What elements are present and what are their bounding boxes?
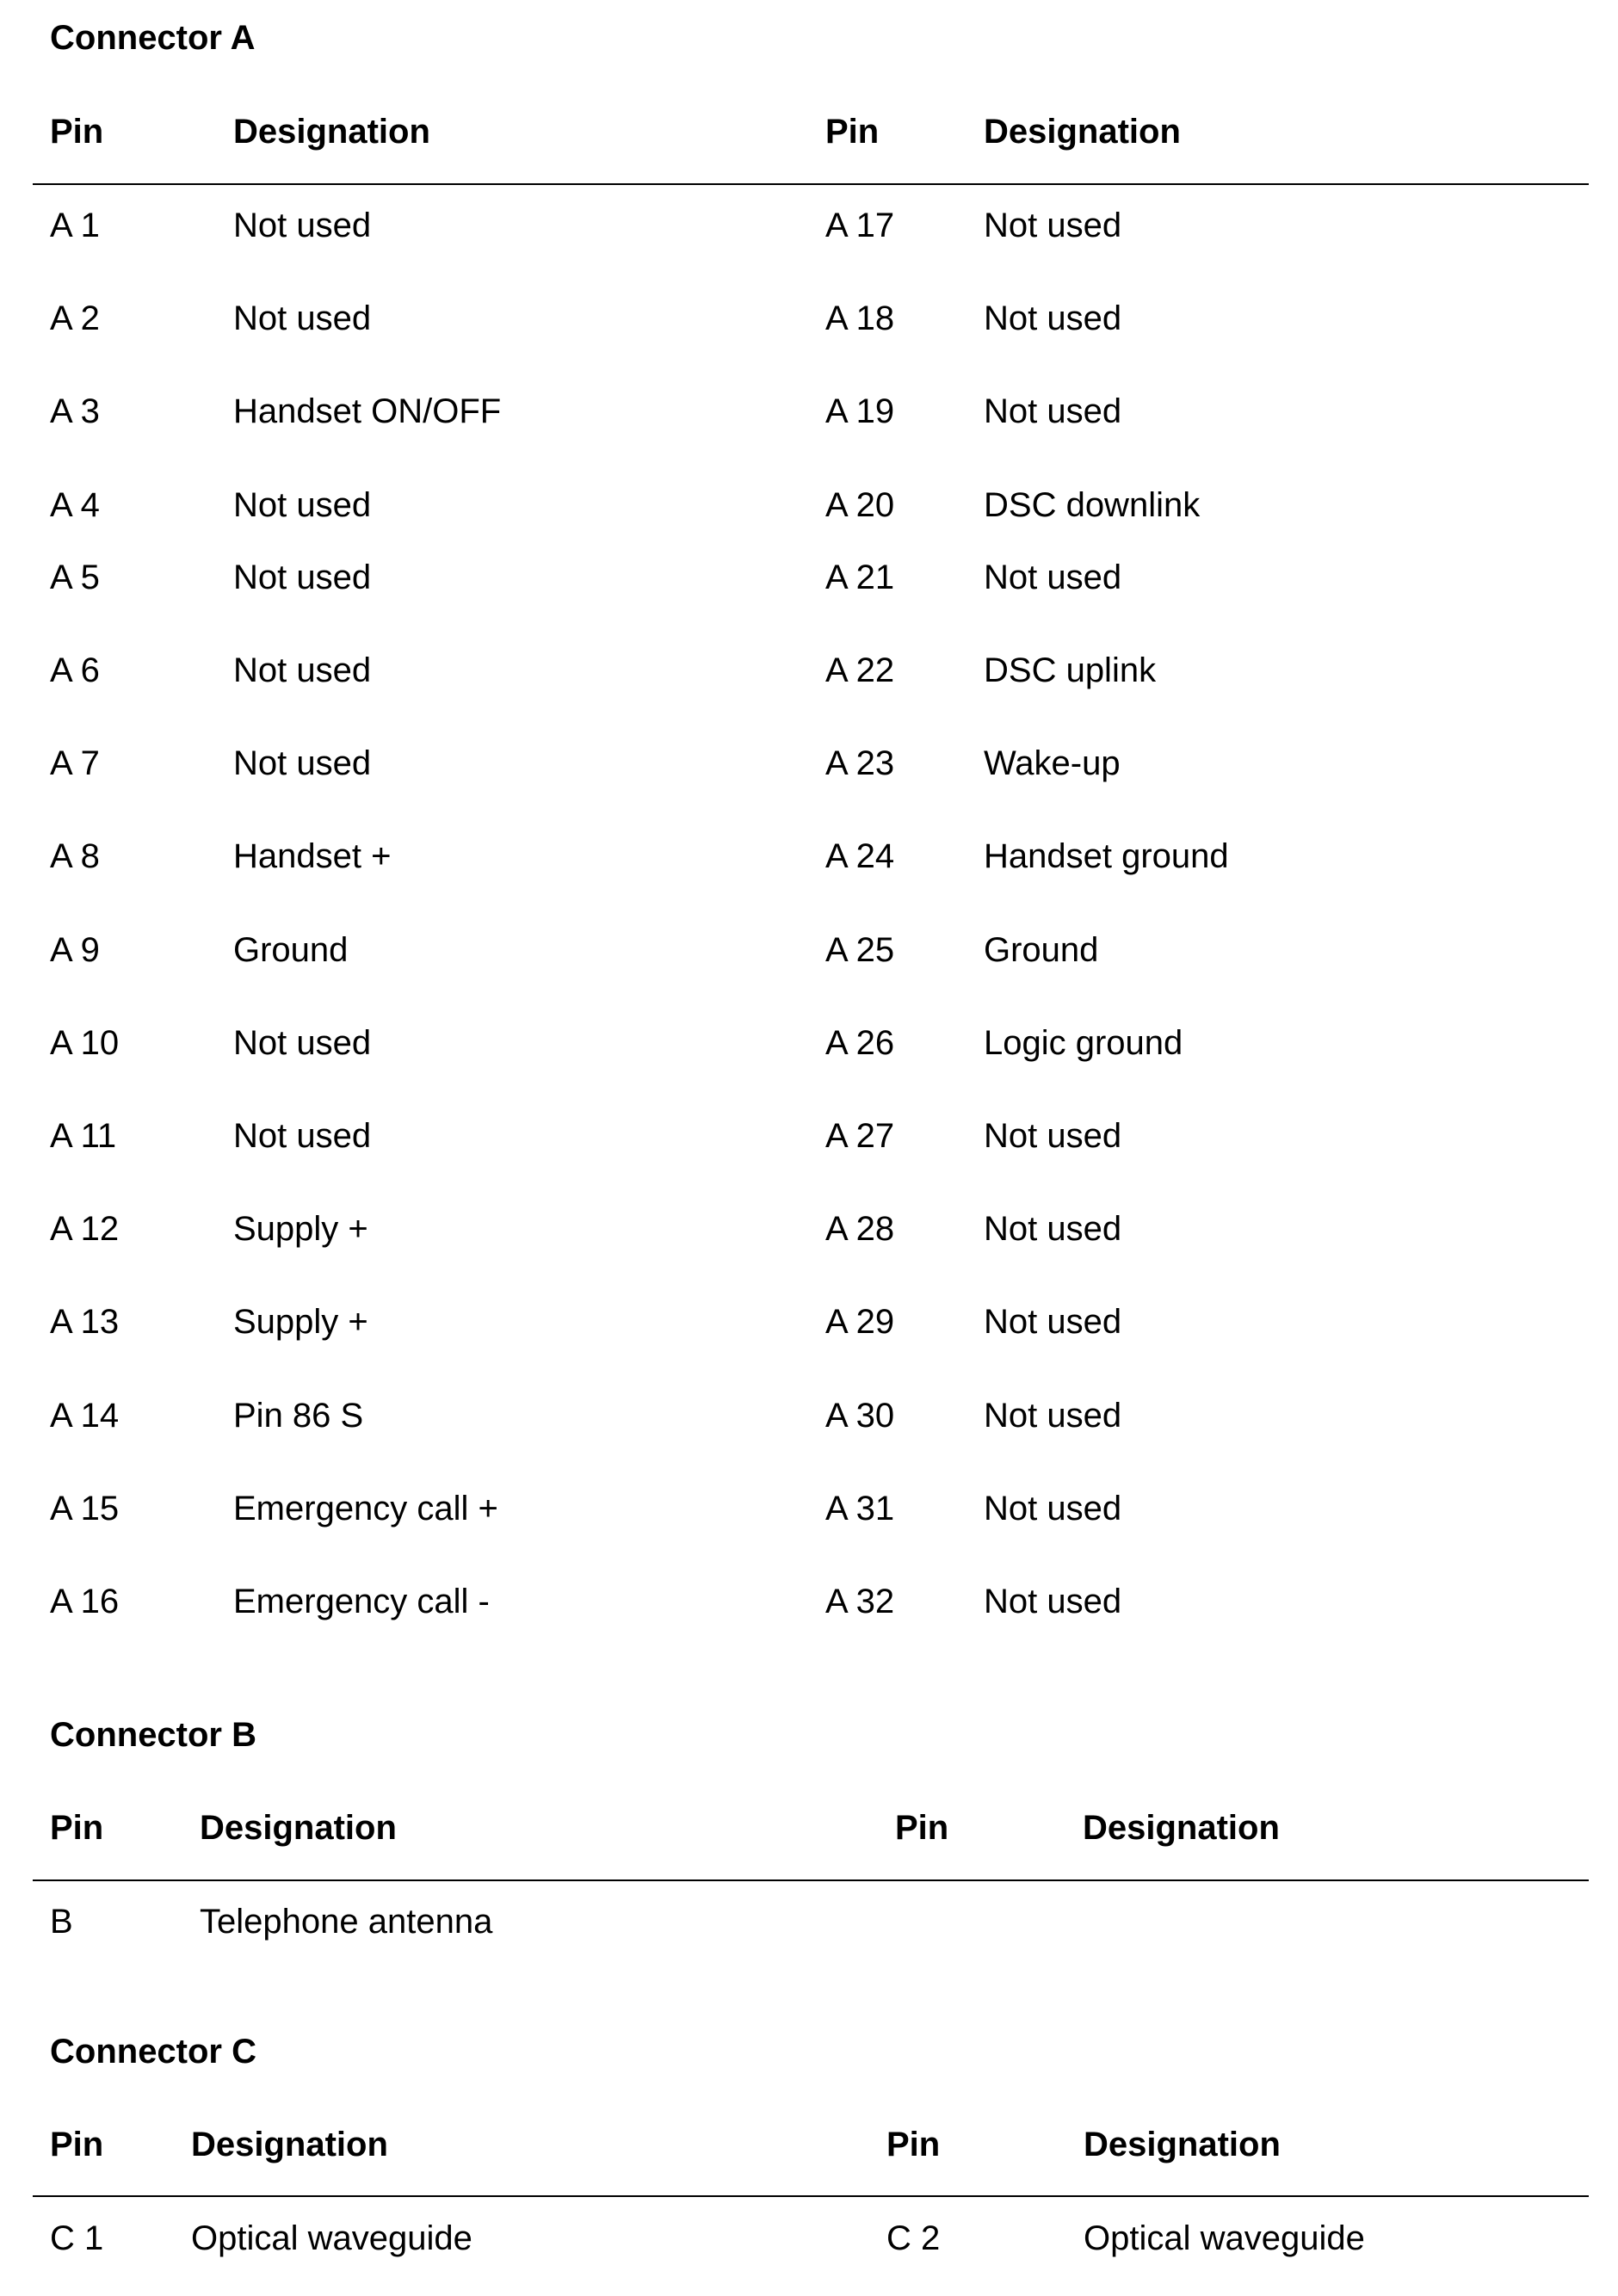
pin-cell-right: A 25 <box>825 931 895 969</box>
pin-cell-right: A 31 <box>825 1490 895 1528</box>
pin-cell-left: A 2 <box>50 299 100 337</box>
designation-cell-left: Emergency call - <box>233 1583 490 1620</box>
pin-cell-right: A 30 <box>825 1397 895 1435</box>
pin-cell-right: A 19 <box>825 392 895 430</box>
designation-cell-left: Supply + <box>233 1210 368 1248</box>
header-divider <box>33 1879 1589 1881</box>
pin-header-right: Pin <box>895 1809 949 1847</box>
pin-cell-right: A 18 <box>825 299 895 337</box>
pin-cell-right: A 27 <box>825 1117 895 1155</box>
pin-header-left: Pin <box>50 1809 104 1847</box>
pin-cell-left: A 8 <box>50 837 100 875</box>
pin-cell-left: A 16 <box>50 1583 120 1620</box>
designation-cell-left: Not used <box>233 207 372 244</box>
designation-cell-left: Not used <box>233 744 372 782</box>
designation-cell-left: Supply + <box>233 1303 368 1341</box>
designation-cell-right: Not used <box>984 1210 1122 1248</box>
pin-cell-left: A 9 <box>50 931 100 969</box>
designation-cell-left: Not used <box>233 1117 372 1155</box>
designation-cell-right: Not used <box>984 299 1122 337</box>
designation-cell-right: Wake-up <box>984 744 1121 782</box>
designation-cell-left: Ground <box>233 931 349 969</box>
pin-cell-left: C 1 <box>50 2219 104 2257</box>
designation-cell-right: Logic ground <box>984 1024 1183 1062</box>
pin-cell-left: A 3 <box>50 392 100 430</box>
designation-cell-right: Not used <box>984 1117 1122 1155</box>
pin-cell-left: A 12 <box>50 1210 120 1248</box>
pin-cell-left: A 15 <box>50 1490 120 1528</box>
designation-header-right: Designation <box>1083 1809 1280 1847</box>
pin-cell-left: A 13 <box>50 1303 120 1341</box>
connector-a-title: Connector A <box>50 19 256 57</box>
designation-cell-right: Handset ground <box>984 837 1229 875</box>
pin-header-left: Pin <box>50 2126 104 2163</box>
designation-cell-right: Not used <box>984 1490 1122 1528</box>
pin-cell-left: A 1 <box>50 207 100 244</box>
designation-cell-left: Handset + <box>233 837 392 875</box>
pin-cell-right: A 29 <box>825 1303 895 1341</box>
pin-cell-right: A 24 <box>825 837 895 875</box>
pin-cell-left: A 11 <box>50 1117 117 1155</box>
pin-cell-left: A 7 <box>50 744 100 782</box>
pin-cell-left: A 10 <box>50 1024 120 1062</box>
designation-cell-right: Not used <box>984 1303 1122 1341</box>
designation-cell-right: Optical waveguide <box>1084 2219 1365 2257</box>
designation-cell-right: DSC uplink <box>984 651 1157 689</box>
pin-cell-right: C 2 <box>886 2219 941 2257</box>
pin-cell-right: A 23 <box>825 744 895 782</box>
designation-cell-left: Telephone antenna <box>200 1903 493 1941</box>
pin-cell-right: A 28 <box>825 1210 895 1248</box>
pin-cell-left: B <box>50 1903 73 1941</box>
designation-cell-left: Not used <box>233 1024 372 1062</box>
pin-cell-right: A 32 <box>825 1583 895 1620</box>
designation-cell-left: Handset ON/OFF <box>233 392 502 430</box>
pin-cell-left: A 6 <box>50 651 100 689</box>
connector-b-title: Connector B <box>50 1716 256 1754</box>
designation-cell-right: Not used <box>984 559 1122 596</box>
pin-cell-left: A 14 <box>50 1397 120 1435</box>
designation-cell-left: Not used <box>233 651 372 689</box>
header-divider <box>33 2195 1589 2197</box>
designation-cell-left: Optical waveguide <box>191 2219 472 2257</box>
pin-cell-right: A 20 <box>825 486 895 524</box>
pin-cell-right: A 26 <box>825 1024 895 1062</box>
designation-cell-right: Ground <box>984 931 1099 969</box>
header-divider <box>33 183 1589 185</box>
designation-cell-left: Not used <box>233 559 372 596</box>
designation-cell-left: Not used <box>233 486 372 524</box>
designation-cell-right: Not used <box>984 207 1122 244</box>
designation-cell-left: Pin 86 S <box>233 1397 364 1435</box>
designation-header-right: Designation <box>984 113 1181 151</box>
pin-cell-left: A 5 <box>50 559 100 596</box>
designation-cell-left: Emergency call + <box>233 1490 498 1528</box>
designation-cell-left: Not used <box>233 299 372 337</box>
designation-cell-right: Not used <box>984 1583 1122 1620</box>
pin-header-right: Pin <box>825 113 880 151</box>
designation-cell-right: Not used <box>984 392 1122 430</box>
designation-header-left: Designation <box>191 2126 388 2163</box>
pin-header-right: Pin <box>886 2126 941 2163</box>
pin-cell-right: A 17 <box>825 207 895 244</box>
designation-header-left: Designation <box>200 1809 397 1847</box>
designation-cell-right: Not used <box>984 1397 1122 1435</box>
pin-cell-left: A 4 <box>50 486 100 524</box>
designation-header-left: Designation <box>233 113 430 151</box>
designation-cell-right: DSC downlink <box>984 486 1201 524</box>
pin-cell-right: A 22 <box>825 651 895 689</box>
connector-c-title: Connector C <box>50 2033 256 2071</box>
designation-header-right: Designation <box>1084 2126 1281 2163</box>
pin-cell-right: A 21 <box>825 559 895 596</box>
pin-header-left: Pin <box>50 113 104 151</box>
